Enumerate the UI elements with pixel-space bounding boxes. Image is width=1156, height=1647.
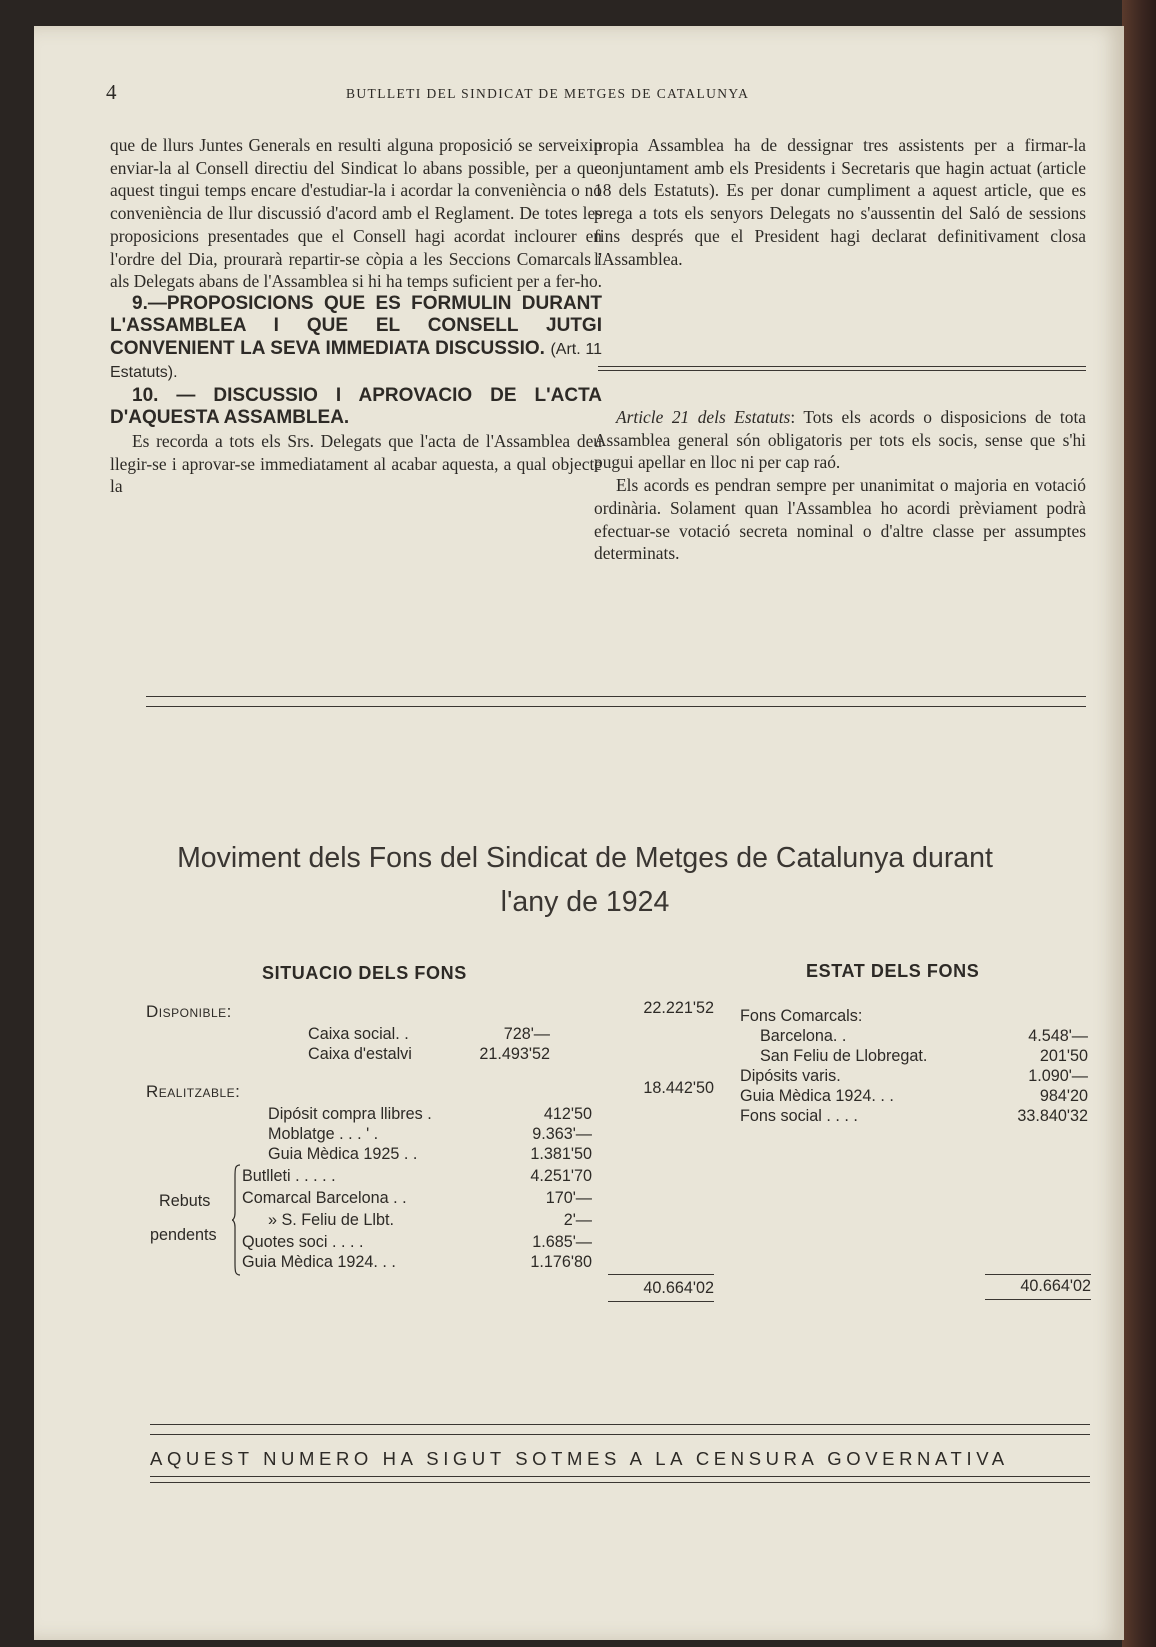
situacio-total-underline xyxy=(608,1301,714,1302)
item-10-heading: 10. — DISCUSSIO I APROVACIO DE L'ACTA D'AQUESTA ASSAMBLEA. xyxy=(110,384,602,429)
right-paragraph-1: propia Assamblea ha de dessignar tres assistents per a firmar-la conjuntament amb els Presidents i Secretaris que hagin actuat (article 18 dels Estatuts). Es per donar cumpliment a aquest article, que es prega a tots els senyors Delegats no s'aussentin del Saló de sessions fins després que el President hagi declarat definitivament closa l'Assamblea. xyxy=(594,135,1086,269)
guia-1925-value: 1.381'50 xyxy=(530,1145,592,1163)
guia-medica-1924-value: 984'20 xyxy=(1039,1087,1088,1105)
comarcal-barcelona-value: 170'— xyxy=(545,1189,592,1207)
footer-rule xyxy=(150,1434,1090,1435)
estat-heading: ESTAT DELS FONS xyxy=(806,961,980,981)
situacio-grand-total: 40.664'02 xyxy=(643,1279,714,1297)
realitzable-label: Realitzable: xyxy=(146,1082,241,1101)
article-21-paragraph xyxy=(594,406,1086,474)
rebuts-label: Rebuts xyxy=(159,1192,211,1210)
rebuts-brace xyxy=(232,1163,240,1277)
footer-rule xyxy=(150,1476,1090,1477)
section-rule xyxy=(146,696,1086,697)
diposit-label: Dipósit compra llibres . xyxy=(268,1105,432,1123)
right-paragraph-3: Els acords es pendran sempre per unanimitat o majoria en votació ordinària. Solament quan l'Assamblea ho acordi prèviament podrà efectuar-se votació secreta nominal o d'altre classe per assumptes determinats. xyxy=(594,475,1086,564)
section-rule xyxy=(146,706,1086,707)
left-paragraph-2: Es recorda a tots els Srs. Delegats que l'acta de l'Assamblea deu llegir-se i aprovar-se immediatament al acabar aquesta, a qual objecte la xyxy=(110,430,602,497)
realitzable-total: 18.442'50 xyxy=(643,1079,714,1097)
right-column xyxy=(594,134,1086,270)
barcelona-label: Barcelona. . xyxy=(760,1027,847,1045)
pendents-label: pendents xyxy=(150,1226,217,1244)
funds-title-line-2: l'any de 1924 xyxy=(500,886,670,918)
article-21-label: Article 21 dels Estatuts xyxy=(616,407,791,427)
footer-rule xyxy=(150,1482,1090,1483)
guia-1924-value: 1.176'80 xyxy=(530,1253,592,1271)
funds-title-line-1: Moviment dels Fons del Sindicat de Metges de Catalunya durant xyxy=(177,842,993,874)
san-feliu-value: 201'50 xyxy=(1039,1047,1088,1065)
item-9-reference: (Art. 11 Estatuts). xyxy=(110,340,603,382)
estat-total-rule xyxy=(985,1274,1091,1275)
footer-rule xyxy=(150,1424,1090,1425)
guia-1924-label: Guia Mèdica 1924. . . xyxy=(242,1253,396,1271)
situacio-heading: SITUACIO DELS FONS xyxy=(262,963,467,983)
quotes-soci-value: 1.685'— xyxy=(532,1233,592,1251)
diposit-value: 412'50 xyxy=(543,1105,592,1123)
sfeliu-value: 2'— xyxy=(563,1211,592,1229)
guia-1925-label: Guia Mèdica 1925 . . xyxy=(268,1145,418,1163)
moblatge-label: Moblatge . . . ' . xyxy=(268,1125,379,1143)
san-feliu-label: San Feliu de Llobregat. xyxy=(760,1047,928,1065)
disponible-label: Disponible: xyxy=(146,1002,232,1021)
right-column-lower xyxy=(594,406,1086,565)
fons-social-value: 33.840'32 xyxy=(1017,1107,1088,1125)
butlleti-value: 4.251'70 xyxy=(530,1167,592,1185)
column-divider-rule xyxy=(598,370,1086,371)
sfeliu-label: » S. Feliu de Llbt. xyxy=(268,1211,394,1229)
estat-total-underline xyxy=(985,1299,1091,1300)
column-divider-rule xyxy=(598,366,1086,367)
censorship-notice: AQUEST NUMERO HA SIGUT SOTMES A LA CENSURA GOVERNATIVA xyxy=(150,1448,1009,1469)
diposits-varis-label: Dipósits varis. xyxy=(740,1067,841,1085)
left-column xyxy=(110,134,602,498)
left-paragraph-1: que de llurs Juntes Generals en resulti alguna proposició se serveixin enviar-la al Consell directiu del Sindicat lo abans possible, per a que aquest tingui temps encare d'estudiar-la i acordar la conveniència o no conveniència de llur discussió d'acord amb el Reglament. De totes les proposicions presentades que el Consell hagi acordat inclourer en l'ordre del Dia, prourarà repartir-se còpia a les Seccions Comarcals i als Delegats abans de l'Assamblea si hi ha temps suficient per a fer-ho. xyxy=(110,135,602,292)
quotes-soci-label: Quotes soci . . . . xyxy=(242,1233,364,1251)
butlleti-label: Butlleti . . . . . xyxy=(242,1167,336,1185)
barcelona-value: 4.548'— xyxy=(1028,1027,1088,1045)
funds-title xyxy=(150,836,1020,924)
book-spine xyxy=(1122,0,1156,1647)
comarcal-barcelona-label: Comarcal Barcelona . . xyxy=(242,1189,407,1207)
caixa-estalvi-value: 21.493'52 xyxy=(479,1045,550,1063)
fons-comarcals-label: Fons Comarcals: xyxy=(740,1007,863,1025)
moblatge-value: 9.363'— xyxy=(532,1125,592,1143)
item-9-heading xyxy=(110,293,602,385)
page-number: 4 xyxy=(106,80,117,104)
article-21-text: : Tots els acords o disposicions de tota Assamblea general són obligatoris per tots els socis, sense que s'hi pugui apellar en lloc ni per cap raó. xyxy=(594,407,1086,473)
item-9-title: 9.—PROPOSICIONS QUE ES FORMULIN DURANT L'ASSAMBLEA I QUE EL CONSELL JUTGI CONVENIENT LA SEVA IMMEDIATA DISCUSSIO. xyxy=(110,292,602,359)
disponible-total: 22.221'52 xyxy=(643,999,714,1017)
caixa-estalvi-label: Caixa d'estalvi xyxy=(308,1045,412,1063)
caixa-social-label: Caixa social. . xyxy=(308,1025,409,1043)
guia-medica-1924-label: Guia Mèdica 1924. . . xyxy=(740,1087,894,1105)
situacio-total-rule xyxy=(608,1274,714,1275)
fons-social-label: Fons social . . . . xyxy=(740,1107,858,1125)
estat-grand-total: 40.664'02 xyxy=(1020,1277,1091,1295)
running-title: BUTLLETI DEL SINDICAT DE METGES DE CATALUNYA xyxy=(346,86,750,101)
diposits-varis-value: 1.090'— xyxy=(1028,1067,1088,1085)
caixa-social-value: 728'— xyxy=(503,1025,550,1043)
